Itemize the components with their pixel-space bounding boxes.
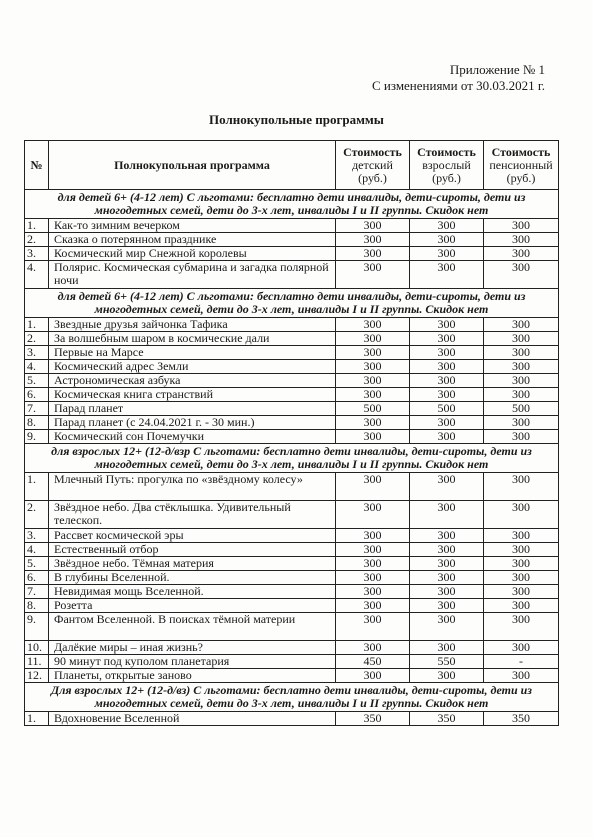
table-row (25, 613, 559, 641)
row-number: 8. (25, 416, 49, 430)
pensioner-price: 300 (484, 585, 559, 599)
pensioner-price: 300 (484, 374, 559, 388)
program-name: Космический мир Снежной королевы (49, 247, 336, 261)
column-header-child-unit: (руб.) (358, 170, 387, 185)
adult-price: 300 (410, 247, 484, 261)
adult-price: 300 (410, 388, 484, 402)
row-number: 9. (25, 430, 49, 444)
column-header-pensioner-sub: пенсионный (489, 157, 553, 172)
table-row (25, 219, 559, 233)
table-row (25, 416, 559, 430)
column-header-program: Полнокупольная программа (49, 141, 336, 190)
adult-price: 300 (410, 571, 484, 585)
adult-price: 300 (410, 332, 484, 346)
row-number: 10. (25, 641, 49, 655)
program-name: Звёздное небо. Тёмная материя (49, 557, 336, 571)
table-row (25, 543, 559, 557)
child-price: 300 (336, 233, 410, 247)
table-row (25, 261, 559, 289)
child-price: 300 (336, 669, 410, 683)
row-number: 1. (25, 712, 49, 726)
column-header-child-sub: детский (352, 157, 393, 172)
table-row (25, 430, 559, 444)
program-name: Планеты, открытые заново (49, 669, 336, 683)
child-price: 300 (336, 613, 410, 641)
table-row (25, 346, 559, 360)
row-number: 3. (25, 529, 49, 543)
row-number: 2. (25, 233, 49, 247)
table-row (25, 388, 559, 402)
pensioner-price: 300 (484, 360, 559, 374)
child-price: 300 (336, 388, 410, 402)
column-header-pensioner-price (484, 141, 559, 190)
child-price: 300 (336, 571, 410, 585)
pensioner-price: 500 (484, 402, 559, 416)
child-price: 300 (336, 473, 410, 501)
column-header-adult-price (410, 141, 484, 190)
pensioner-price: - (484, 655, 559, 669)
section-heading-row (25, 444, 559, 473)
pensioner-price: 300 (484, 346, 559, 360)
appendix-number: Приложение № 1 (449, 62, 545, 77)
pensioner-price: 300 (484, 669, 559, 683)
adult-price: 300 (410, 346, 484, 360)
row-number: 5. (25, 557, 49, 571)
pensioner-price: 300 (484, 473, 559, 501)
row-number: 7. (25, 585, 49, 599)
adult-price: 300 (410, 416, 484, 430)
row-number: 2. (25, 332, 49, 346)
pensioner-price: 300 (484, 557, 559, 571)
adult-price: 350 (410, 712, 484, 726)
child-price: 300 (336, 501, 410, 529)
row-number: 2. (25, 501, 49, 529)
adult-price: 300 (410, 613, 484, 641)
program-name: Невидимая мощь Вселенной. (49, 585, 336, 599)
table-row (25, 655, 559, 669)
program-name: За волшебным шаром в космические дали (49, 332, 336, 346)
adult-price: 300 (410, 669, 484, 683)
program-name: Млечный Путь: прогулка по «звёздному колесу» (49, 473, 336, 501)
program-name: Рассвет космической эры (49, 529, 336, 543)
row-number: 11. (25, 655, 49, 669)
row-number: 1. (25, 318, 49, 332)
adult-price: 300 (410, 641, 484, 655)
adult-price: 300 (410, 557, 484, 571)
pensioner-price: 300 (484, 529, 559, 543)
table-row (25, 402, 559, 416)
section-heading-row (25, 289, 559, 318)
table-row (25, 571, 559, 585)
pensioner-price: 300 (484, 332, 559, 346)
row-number: 3. (25, 247, 49, 261)
row-number: 8. (25, 599, 49, 613)
pensioner-price: 300 (484, 318, 559, 332)
child-price: 300 (336, 374, 410, 388)
pensioner-price: 300 (484, 501, 559, 529)
child-price: 300 (336, 332, 410, 346)
table-body (25, 190, 559, 726)
adult-price: 300 (410, 501, 484, 529)
program-name: Первые на Марсе (49, 346, 336, 360)
adult-price: 500 (410, 402, 484, 416)
program-name: Как-то зимним вечерком (49, 219, 336, 233)
child-price: 300 (336, 430, 410, 444)
pensioner-price: 300 (484, 641, 559, 655)
table-row (25, 712, 559, 726)
program-name: Космический сон Почемучки (49, 430, 336, 444)
row-number: 9. (25, 613, 49, 641)
pensioner-price: 300 (484, 233, 559, 247)
adult-price: 300 (410, 261, 484, 289)
table-row (25, 247, 559, 261)
table-row (25, 599, 559, 613)
section-heading: для взрослых 12+ (12-д/взр С льготами: бесплатно дети инвалиды, дети-сироты, дети из многодетных семей, дети до 3-х лет, инвалиды I и II группы. Скидок нет (25, 444, 559, 473)
pensioner-price: 300 (484, 571, 559, 585)
adult-price: 300 (410, 360, 484, 374)
program-name: Космический адрес Земли (49, 360, 336, 374)
row-number: 3. (25, 346, 49, 360)
adult-price: 300 (410, 543, 484, 557)
row-number: 5. (25, 374, 49, 388)
pensioner-price: 300 (484, 219, 559, 233)
child-price: 300 (336, 219, 410, 233)
program-name: Парад планет (с 24.04.2021 г. - 30 мин.) (49, 416, 336, 430)
column-header-pensioner-title: Стоимость (491, 144, 551, 159)
table-row (25, 473, 559, 501)
table-row (25, 360, 559, 374)
column-header-adult-title: Стоимость (417, 144, 476, 159)
child-price: 300 (336, 543, 410, 557)
row-number: 6. (25, 571, 49, 585)
child-price: 300 (336, 557, 410, 571)
program-name: Естественный отбор (49, 543, 336, 557)
program-name: Звёздное небо. Два стёклышка. Удивительный телескоп. (49, 501, 336, 529)
pensioner-price: 350 (484, 712, 559, 726)
adult-price: 300 (410, 473, 484, 501)
pensioner-price: 300 (484, 543, 559, 557)
row-number: 6. (25, 388, 49, 402)
adult-price: 300 (410, 219, 484, 233)
child-price: 500 (336, 402, 410, 416)
appendix-changes-date: С изменениями от 30.03.2021 г. (371, 78, 545, 93)
program-name: Космическая книга странствий (49, 388, 336, 402)
table-row (25, 501, 559, 529)
pensioner-price: 300 (484, 261, 559, 289)
row-number: 7. (25, 402, 49, 416)
program-name: 90 минут под куполом планетария (49, 655, 336, 669)
column-header-adult-unit: (руб.) (432, 170, 461, 185)
table-row (25, 557, 559, 571)
child-price: 450 (336, 655, 410, 669)
column-header-child-price (336, 141, 410, 190)
child-price: 300 (336, 529, 410, 543)
program-name: Сказка о потерянном празднике (49, 233, 336, 247)
table-header-row (25, 141, 559, 190)
adult-price: 300 (410, 318, 484, 332)
child-price: 300 (336, 261, 410, 289)
section-heading: для детей 6+ (4-12 лет) С льготами: бесплатно дети инвалиды, дети-сироты, дети из многодетных семей, дети до 3-х лет, инвалиды I и II группы. Скидок нет (25, 190, 559, 219)
table-row (25, 318, 559, 332)
adult-price: 300 (410, 374, 484, 388)
child-price: 300 (336, 318, 410, 332)
child-price: 300 (336, 346, 410, 360)
pensioner-price: 300 (484, 430, 559, 444)
child-price: 300 (336, 247, 410, 261)
program-name: Парад планет (49, 402, 336, 416)
adult-price: 300 (410, 599, 484, 613)
section-heading: Для взрослых 12+ (12-д/вз) С льготами: бесплатно дети инвалиды, дети-сироты, дети из многодетных семей, дети до 3-х лет, инвалиды I и II группы. Скидок нет (25, 683, 559, 712)
program-name: Вдохновение Вселенной (49, 712, 336, 726)
adult-price: 300 (410, 585, 484, 599)
child-price: 300 (336, 416, 410, 430)
table-row (25, 669, 559, 683)
child-price: 300 (336, 360, 410, 374)
table-row (25, 374, 559, 388)
section-heading: для детей 6+ (4-12 лет) С льготами: бесплатно дети инвалиды, дети-сироты, дети из многодетных семей, дети до 3-х лет, инвалиды I и II группы. Скидок нет (25, 289, 559, 318)
row-number: 4. (25, 261, 49, 289)
column-header-adult-sub: взрослый (422, 157, 471, 172)
program-name: Розетта (49, 599, 336, 613)
adult-price: 300 (410, 233, 484, 247)
table-row (25, 641, 559, 655)
section-heading-row (25, 190, 559, 219)
pensioner-price: 300 (484, 613, 559, 641)
column-header-child-title: Стоимость (343, 144, 402, 159)
row-number: 4. (25, 360, 49, 374)
child-price: 300 (336, 599, 410, 613)
row-number: 4. (25, 543, 49, 557)
pensioner-price: 300 (484, 247, 559, 261)
child-price: 350 (336, 712, 410, 726)
pensioner-price: 300 (484, 388, 559, 402)
program-name: Фантом Вселенной. В поисках тёмной материи (49, 613, 336, 641)
appendix-note (372, 62, 545, 94)
table-row (25, 332, 559, 346)
adult-price: 550 (410, 655, 484, 669)
row-number: 1. (25, 219, 49, 233)
column-header-pensioner-unit: (руб.) (506, 170, 536, 185)
table-row (25, 585, 559, 599)
column-header-number: № (25, 141, 49, 190)
section-heading-row (25, 683, 559, 712)
pensioner-price: 300 (484, 416, 559, 430)
table-row (25, 529, 559, 543)
table-row (25, 233, 559, 247)
program-name: Астрономическая азбука (49, 374, 336, 388)
adult-price: 300 (410, 430, 484, 444)
child-price: 300 (336, 585, 410, 599)
child-price: 300 (336, 641, 410, 655)
row-number: 12. (25, 669, 49, 683)
program-name: Полярис. Космическая субмарина и загадка полярной ночи (49, 261, 336, 289)
document-title: Полнокупольные программы (209, 112, 384, 127)
pensioner-price: 300 (484, 599, 559, 613)
adult-price: 300 (410, 529, 484, 543)
program-name: Далёкие миры – иная жизнь? (49, 641, 336, 655)
row-number: 1. (25, 473, 49, 501)
programs-table (24, 140, 559, 726)
program-name: В глубины Вселенной. (49, 571, 336, 585)
program-name: Звездные друзья зайчонка Тафика (49, 318, 336, 332)
